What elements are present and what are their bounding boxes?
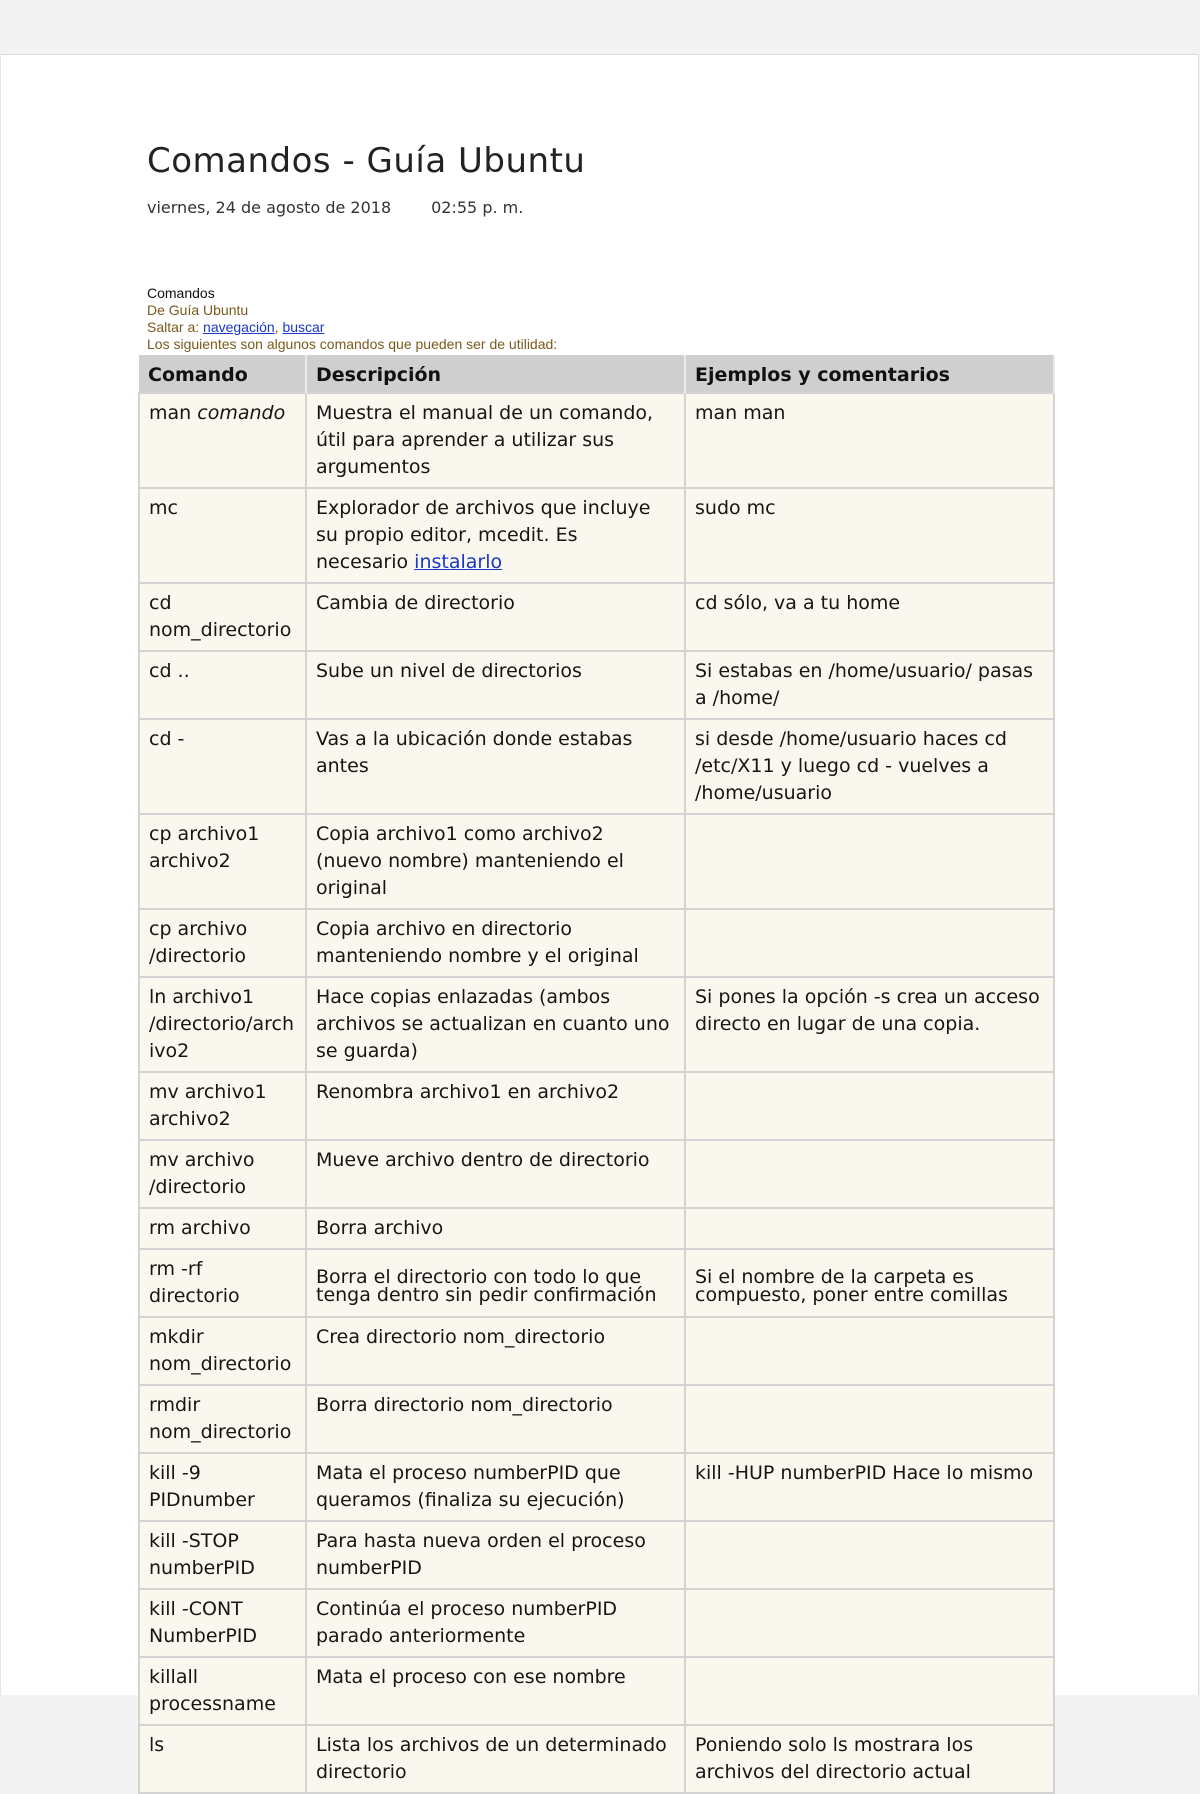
cell-description: Lista los archivos de un determinado directorio (306, 1725, 685, 1793)
cell-command: kill -CONT NumberPID (139, 1589, 306, 1657)
cell-example: man man (685, 393, 1054, 488)
cell-example (685, 909, 1054, 977)
cell-description: Borra archivo (306, 1208, 685, 1249)
cell-description: Mata el proceso numberPID que queramos (finaliza su ejecución) (306, 1453, 685, 1521)
cell-description: Borra directorio nom_directorio (306, 1385, 685, 1453)
buscar-link[interactable]: buscar (282, 319, 325, 335)
table-row (139, 1725, 1054, 1793)
cell-example (685, 1317, 1054, 1385)
description-text: Explorador de archivos que incluye su propio editor, mcedit. Es necesario (316, 497, 651, 573)
cell-command: cd nom_directorio (139, 583, 306, 651)
table-row (139, 1249, 1054, 1317)
table-header-row (139, 355, 1054, 393)
cell-description: Borra el directorio con todo lo que tenga dentro sin pedir confirmación (306, 1249, 685, 1317)
table-row (139, 393, 1054, 488)
table-row (139, 488, 1054, 583)
cell-command: mv archivo1 archivo2 (139, 1072, 306, 1140)
instalarlo-link[interactable]: instalarlo (414, 551, 503, 573)
header-ejemplos: Ejemplos y comentarios (685, 355, 1054, 393)
header-comando: Comando (139, 355, 306, 393)
cell-description: Mata el proceso con ese nombre (306, 1657, 685, 1725)
cell-command: cp archivo /directorio (139, 909, 306, 977)
cell-command: kill -STOP numberPID (139, 1521, 306, 1589)
cell-command: ls (139, 1725, 306, 1793)
table-row (139, 1385, 1054, 1453)
cell-example (685, 1589, 1054, 1657)
cell-description: Hace copias enlazadas (ambos archivos se actualizan en cuanto uno se guarda) (306, 977, 685, 1072)
cell-description: Copia archivo1 como archivo2 (nuevo nombre) manteniendo el original (306, 814, 685, 909)
cell-example: Si estabas en /home/usuario/ pasas a /home/ (685, 651, 1054, 719)
command-name: man (149, 402, 192, 424)
cell-description: Vas a la ubicación donde estabas antes (306, 719, 685, 814)
table-row (139, 1140, 1054, 1208)
cell-description: Copia archivo en directorio manteniendo nombre y el original (306, 909, 685, 977)
cell-description: Para hasta nueva orden el proceso numberPID (306, 1521, 685, 1589)
cell-command: cd .. (139, 651, 306, 719)
document-page (0, 54, 1199, 1783)
cell-example: Si el nombre de la carpeta es compuesto, poner entre comillas (685, 1249, 1054, 1317)
jump-prefix: Saltar a: (147, 319, 200, 335)
table-row (139, 719, 1054, 814)
commands-table (138, 355, 1055, 1794)
cell-command: cp archivo1 archivo2 (139, 814, 306, 909)
clip-header (147, 285, 557, 353)
cell-example: Poniendo solo ls mostrara los archivos del directorio actual (685, 1725, 1054, 1793)
cell-example (685, 1521, 1054, 1589)
navegacion-link[interactable]: navegación (203, 319, 275, 335)
cell-command: mc (139, 488, 306, 583)
cell-example: sudo mc (685, 488, 1054, 583)
page-datetime (147, 198, 523, 217)
cell-command (139, 393, 306, 488)
jump-separator: , (274, 319, 279, 335)
cell-command: mkdir nom_directorio (139, 1317, 306, 1385)
cell-command: rm -rf directorio (139, 1249, 306, 1317)
cell-description (306, 488, 685, 583)
table-row (139, 1589, 1054, 1657)
cell-command: rmdir nom_directorio (139, 1385, 306, 1453)
cell-description: Continúa el proceso numberPID parado anteriormente (306, 1589, 685, 1657)
cell-command: rm archivo (139, 1208, 306, 1249)
command-argument: comando (197, 402, 286, 424)
clip-source: De Guía Ubuntu (147, 302, 249, 318)
table-row (139, 909, 1054, 977)
cell-example (685, 1385, 1054, 1453)
cell-description: Crea directorio nom_directorio (306, 1317, 685, 1385)
cell-example: si desde /home/usuario haces cd /etc/X11 y luego cd - vuelves a /home/usuario (685, 719, 1054, 814)
cell-example: kill -HUP numberPID Hace lo mismo (685, 1453, 1054, 1521)
table-row (139, 1521, 1054, 1589)
jump-links (147, 319, 557, 336)
cell-example (685, 814, 1054, 909)
cell-description: Muestra el manual de un comando, útil para aprender a utilizar sus argumentos (306, 393, 685, 488)
table-row (139, 1072, 1054, 1140)
page-title: Comandos - Guía Ubuntu (147, 141, 586, 181)
table-row (139, 814, 1054, 909)
header-descripcion: Descripción (306, 355, 685, 393)
table-row (139, 1317, 1054, 1385)
cell-example (685, 1657, 1054, 1725)
cell-example (685, 1140, 1054, 1208)
page-date: viernes, 24 de agosto de 2018 (147, 198, 392, 217)
cell-example (685, 1072, 1054, 1140)
table-row (139, 583, 1054, 651)
cell-example: cd sólo, va a tu home (685, 583, 1054, 651)
cell-command: cd - (139, 719, 306, 814)
table-row (139, 1657, 1054, 1725)
table-row (139, 1453, 1054, 1521)
cell-command: killall processname (139, 1657, 306, 1725)
clip-heading: Comandos (147, 285, 215, 301)
cell-command: kill -9 PIDnumber (139, 1453, 306, 1521)
clip-intro: Los siguientes son algunos comandos que pueden ser de utilidad: (147, 336, 558, 352)
cell-command: ln archivo1 /directorio/archivo2 (139, 977, 306, 1072)
page-time: 02:55 p. m. (431, 198, 524, 217)
cell-example (685, 1208, 1054, 1249)
cell-description: Renombra archivo1 en archivo2 (306, 1072, 685, 1140)
cell-description: Mueve archivo dentro de directorio (306, 1140, 685, 1208)
cell-command: mv archivo /directorio (139, 1140, 306, 1208)
table-row (139, 977, 1054, 1072)
table-row (139, 651, 1054, 719)
cell-description: Sube un nivel de directorios (306, 651, 685, 719)
cell-example: Si pones la opción -s crea un acceso directo en lugar de una copia. (685, 977, 1054, 1072)
table-row (139, 1208, 1054, 1249)
cell-description: Cambia de directorio (306, 583, 685, 651)
